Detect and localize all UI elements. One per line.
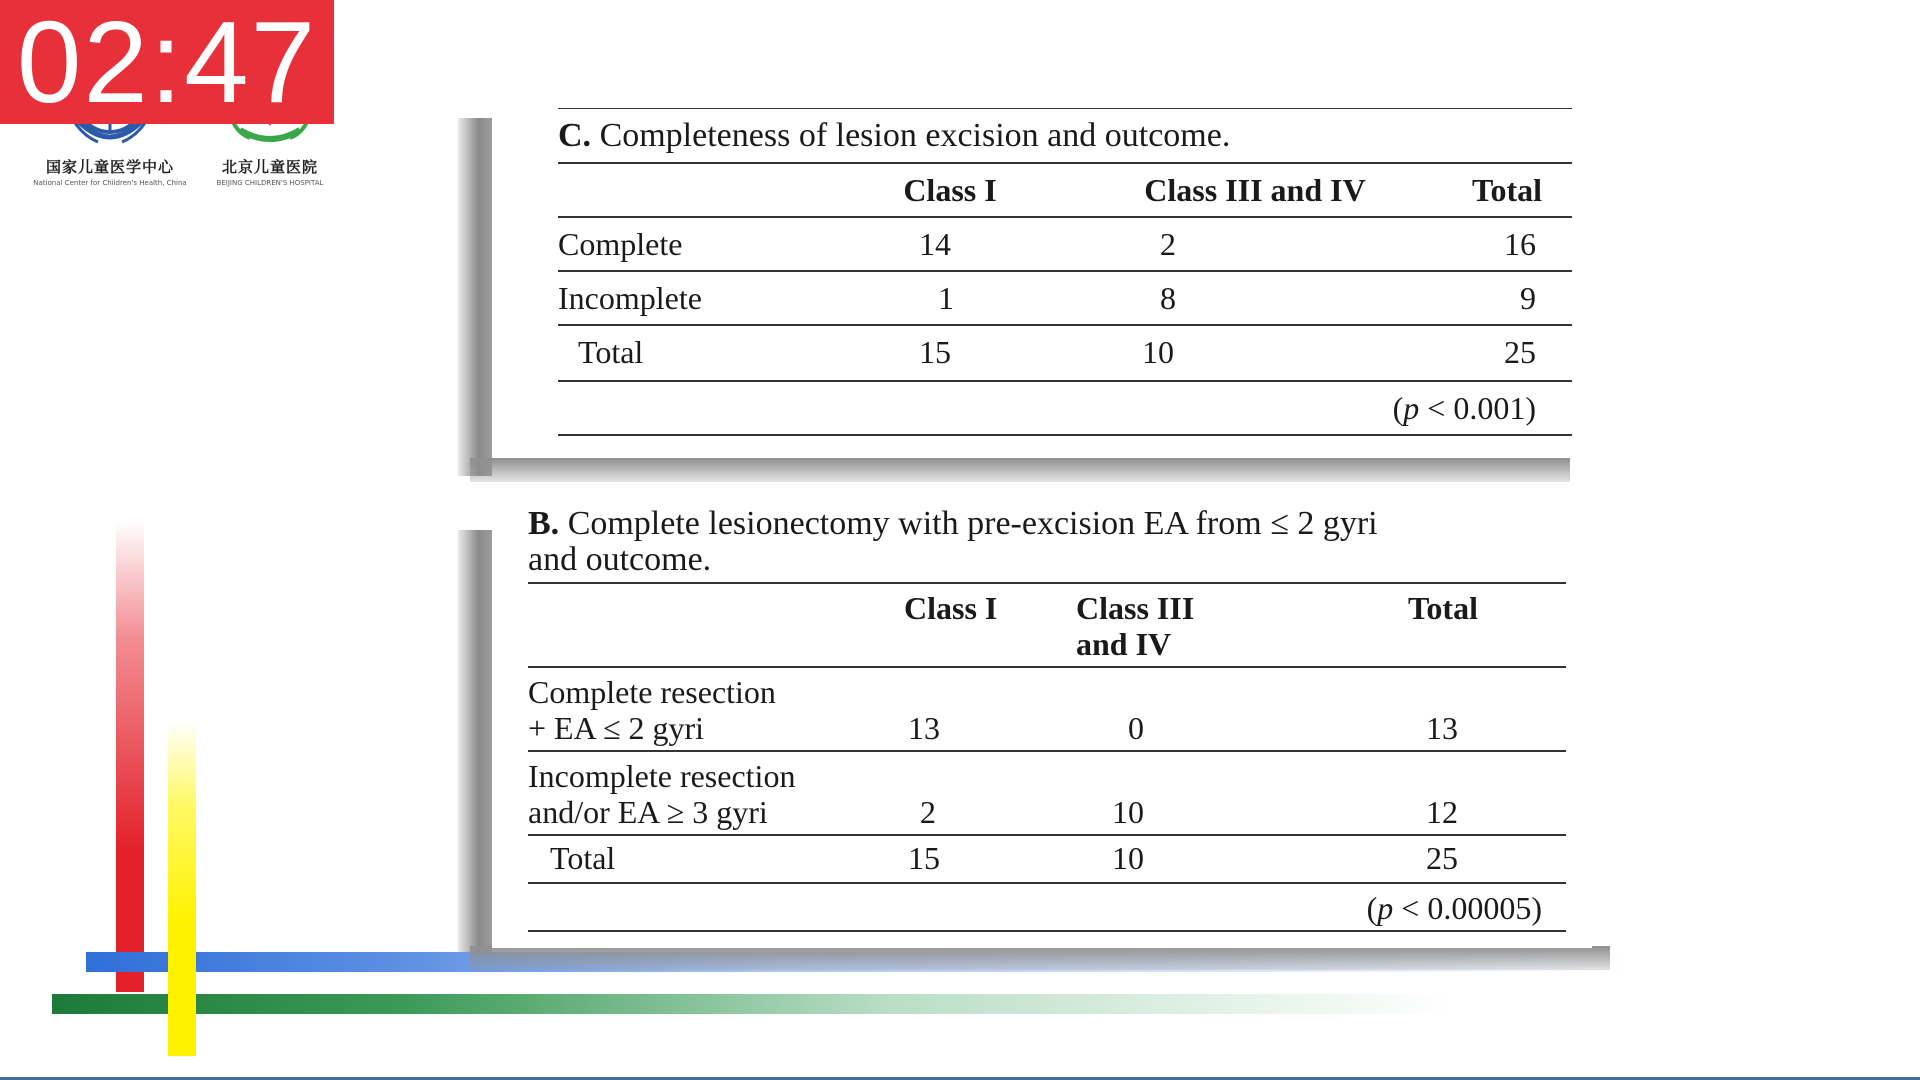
table-b-cell-total: 25	[1426, 840, 1458, 876]
table-b-header-total: Total	[1408, 590, 1478, 626]
table-b-cell-class34: 10	[1112, 840, 1144, 876]
table-b-rule	[528, 582, 1566, 584]
table-c-header-total: Total	[1472, 172, 1542, 208]
table-b-rule	[528, 834, 1566, 836]
table-b-p-rest: < 0.00005)	[1393, 890, 1542, 926]
table-c-cell-class34: 2	[1160, 226, 1176, 262]
table-b-shadow-bottom	[470, 946, 1610, 970]
decorative-red-bar	[116, 520, 144, 992]
table-c-rule	[558, 162, 1572, 164]
table-c-p-rest: < 0.001)	[1419, 390, 1536, 426]
table-b-row-label-line1: Complete resection	[528, 674, 776, 710]
table-b-rule	[528, 750, 1566, 752]
table-b-title-line2: and outcome.	[528, 541, 712, 578]
table-c-rule	[558, 270, 1572, 272]
table-c-title-text: Completeness of lesion excision and outcome.	[599, 117, 1231, 154]
table-b-cell-total: 12	[1426, 794, 1458, 830]
table-b-rule	[528, 882, 1566, 884]
table-c-title	[558, 118, 1230, 154]
table-b-cell-class34: 0	[1128, 710, 1144, 746]
table-b-title-text: Complete lesionectomy with pre-excision EA from ≤ 2 gyri	[567, 505, 1378, 542]
countdown-timer: 02:47	[0, 0, 334, 124]
table-c-cell-total: 25	[1504, 334, 1536, 370]
table-c-cell-class1: 15	[919, 334, 951, 370]
table-c-row-label: Complete	[558, 226, 683, 262]
table-b-p-symbol: p	[1377, 890, 1394, 926]
decorative-yellow-bar	[168, 720, 196, 1056]
table-b-title-line1	[528, 506, 1378, 542]
logo-right-name-en: BEIJING CHILDREN'S HOSPITAL	[216, 179, 324, 187]
table-b-cell-class1: 2	[920, 794, 936, 830]
table-b-header-class34-line1: Class III	[1076, 590, 1195, 626]
table-c-p-symbol: p	[1403, 390, 1420, 426]
table-b-cell-class1: 13	[908, 710, 940, 746]
table-c-rule	[558, 380, 1572, 382]
table-b-bottom-rule	[528, 930, 1566, 932]
table-c-shadow-bottom	[470, 458, 1570, 482]
table-c-cell-class1: 14	[919, 226, 951, 262]
logo-left-name-en: National Center for Children's Health, China	[33, 179, 187, 187]
logo-right-name-cn: 北京儿童医院	[221, 158, 318, 176]
table-b-shadow-left	[458, 530, 492, 952]
table-b-p-open: (	[1366, 890, 1378, 926]
table-b-rule	[528, 666, 1566, 668]
table-b-title-prefix: B.	[528, 505, 560, 542]
table-b-header-class34-line2: and IV	[1076, 626, 1172, 662]
table-c-rule	[558, 216, 1572, 218]
table-c-p-value	[1300, 390, 1536, 426]
table-c-row-label: Incomplete	[558, 280, 702, 316]
table-c-cell-class34: 10	[1142, 334, 1174, 370]
table-b-row-label: Total	[550, 840, 616, 876]
table-b-cell-class34: 10	[1112, 794, 1144, 830]
table-c-header-class34: Class III and IV	[1144, 172, 1366, 208]
decorative-green-bar	[52, 994, 1452, 1014]
table-c-bottom-rule	[558, 434, 1572, 436]
table-b-p-value	[1240, 890, 1542, 926]
table-c-cell-total: 9	[1520, 280, 1536, 316]
table-c-rule	[558, 324, 1572, 326]
table-c-title-prefix: C.	[558, 117, 592, 154]
logo-left-name-cn: 国家儿童医学中心	[45, 158, 174, 176]
table-b-cell-class1: 15	[908, 840, 940, 876]
table-c-row-label: Total	[578, 334, 644, 370]
table-c-top-rule	[558, 108, 1572, 109]
table-b-row-label-line2: and/or EA ≥ 3 gyri	[528, 794, 768, 830]
table-c-p-open: (	[1392, 390, 1404, 426]
table-c-cell-class34: 8	[1160, 280, 1176, 316]
table-b-cell-total: 13	[1426, 710, 1458, 746]
table-c-shadow-left	[458, 118, 492, 476]
table-c-cell-class1: 1	[938, 280, 954, 316]
table-b-row-label-line1: Incomplete resection	[528, 758, 796, 794]
table-c-header-class1: Class I	[903, 172, 997, 208]
table-c-cell-total: 16	[1504, 226, 1536, 262]
table-b-row-label-line2: + EA ≤ 2 gyri	[528, 710, 705, 746]
table-b-header-class1: Class I	[904, 590, 998, 626]
